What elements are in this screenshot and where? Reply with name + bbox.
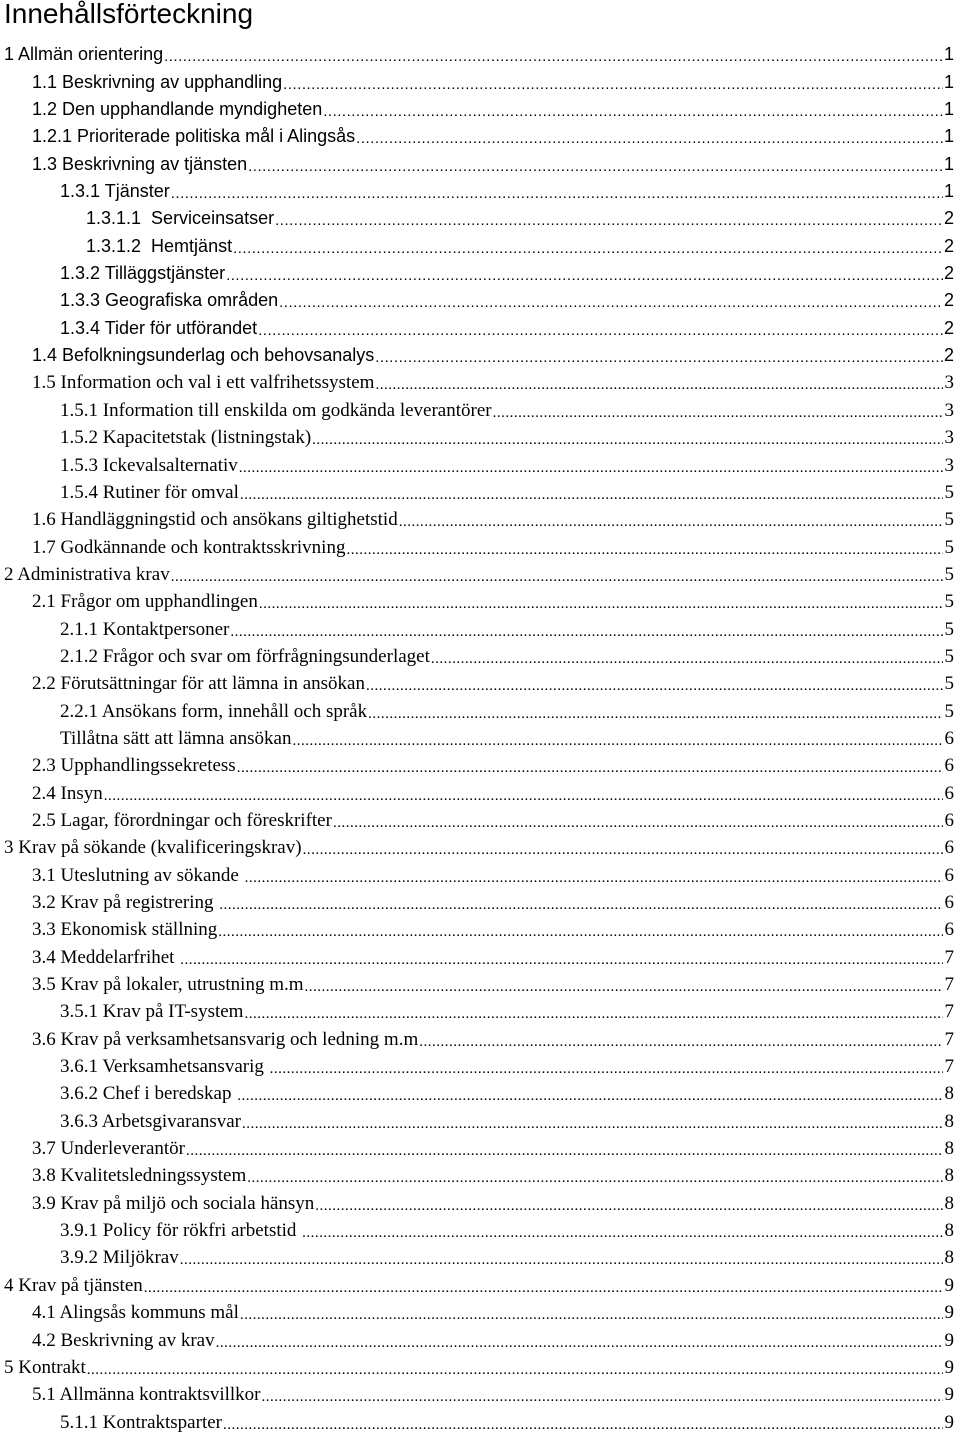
toc-page-number: 2	[943, 317, 954, 338]
toc-entry-title: 1 Allmän orientering	[4, 44, 164, 65]
toc-entry[interactable]	[0, 778, 954, 805]
toc-dot-leader	[237, 759, 943, 777]
toc-page-number: 3	[944, 454, 954, 476]
toc-dot-leader	[240, 1306, 943, 1324]
toc-page-number: 5	[944, 481, 954, 503]
toc-page-number: 7	[944, 974, 954, 996]
toc-entry-title: 3 Krav på sökande (kvalificeringskrav)	[4, 837, 302, 859]
toc-dot-leader	[262, 1388, 943, 1406]
toc-page-number: 2	[943, 235, 954, 256]
toc-dot-leader	[247, 1169, 943, 1187]
toc-page-number: 1	[943, 153, 954, 174]
toc-entry[interactable]	[0, 1134, 954, 1161]
toc-entry[interactable]	[0, 505, 954, 532]
toc-dot-leader	[283, 76, 943, 94]
toc-entry-title: 2 Administrativa krav	[4, 563, 170, 585]
toc-dot-leader	[366, 677, 943, 695]
toc-entry[interactable]	[0, 1106, 954, 1133]
toc-page-number: 1	[943, 126, 954, 147]
toc-entry[interactable]	[0, 614, 954, 641]
toc-dot-leader	[219, 896, 943, 914]
toc-page-number: 5	[944, 700, 954, 722]
toc-dot-leader	[375, 376, 943, 394]
toc-dot-leader	[312, 431, 943, 449]
toc-dot-leader	[164, 48, 943, 66]
toc-entry[interactable]	[0, 642, 954, 669]
toc-dot-leader	[230, 623, 943, 641]
toc-dot-leader	[292, 732, 943, 750]
toc-entry-title: 3.5 Krav på lokaler, utrustning m.m	[32, 974, 304, 996]
toc-dot-leader	[171, 185, 943, 203]
toc-entry[interactable]	[0, 833, 954, 860]
toc-entry-title: 1.3.1.1 Serviceinsatser	[86, 208, 275, 229]
toc-dot-leader	[275, 212, 943, 230]
toc-entry-title: 4 Krav på tjänsten	[4, 1274, 143, 1296]
toc-entry[interactable]	[0, 860, 954, 887]
toc-entry-title: 1.3.3 Geografiska områden	[60, 290, 279, 311]
toc-dot-leader	[375, 349, 943, 367]
toc-dot-leader	[233, 240, 943, 258]
toc-entry-title: 3.1 Uteslutning av sökande	[32, 864, 244, 886]
toc-page-number: 5	[944, 563, 954, 585]
toc-entry[interactable]	[0, 587, 954, 614]
toc-entry[interactable]	[0, 450, 954, 477]
toc-page-number: 7	[944, 1001, 954, 1023]
toc-entry-title: 2.4 Insyn	[32, 782, 103, 804]
toc-page-number: 1	[943, 181, 954, 202]
toc-page-number: 3	[944, 427, 954, 449]
toc-page-number: 9	[944, 1411, 954, 1433]
toc-entry-title: 2.1 Frågor om upphandlingen	[32, 591, 258, 613]
toc-entry-title: 2.1.2 Frågor och svar om förfrågningsunderlaget	[60, 645, 430, 667]
toc-entry-title: 3.9.2 Miljökrav	[60, 1247, 179, 1269]
toc-page-number: 3	[944, 372, 954, 394]
toc-dot-leader	[279, 294, 943, 312]
toc-entry[interactable]	[0, 478, 954, 505]
toc-entry-title: 1.3.2 Tilläggstjänster	[60, 263, 226, 284]
toc-page-number: 8	[944, 1220, 954, 1242]
toc-dot-leader	[258, 322, 943, 340]
toc-dot-leader	[180, 1251, 943, 1269]
toc-entry[interactable]	[0, 1407, 954, 1434]
toc-entry[interactable]	[0, 997, 954, 1024]
toc-page-number: 5	[944, 645, 954, 667]
toc-dot-leader	[323, 103, 943, 121]
toc-dot-leader	[356, 130, 943, 148]
toc-entry-title: 3.5.1 Krav på IT-system	[60, 1001, 244, 1023]
toc-entry-title: 4.2 Beskrivning av krav	[32, 1329, 215, 1351]
toc-dot-leader	[431, 650, 943, 668]
toc-dot-leader	[333, 814, 943, 832]
toc-entry[interactable]	[0, 1243, 954, 1270]
toc-entry-title: 2.1.1 Kontaktpersoner	[60, 618, 230, 640]
toc-page-number: 6	[944, 837, 954, 859]
toc-entry-title: 1.3.1.2 Hemtjänst	[86, 235, 233, 256]
toc-entry-title: 3.6 Krav på verksamhetsansvarig och ledning m.m	[32, 1028, 419, 1050]
table-of-contents	[0, 40, 960, 1435]
toc-entry[interactable]	[0, 1298, 954, 1325]
toc-entry[interactable]	[0, 669, 954, 696]
toc-page-number: 2	[943, 208, 954, 229]
toc-entry[interactable]	[0, 888, 954, 915]
toc-entry[interactable]	[0, 204, 954, 231]
toc-entry[interactable]	[0, 40, 954, 67]
toc-entry[interactable]	[0, 259, 954, 286]
toc-page-number: 9	[944, 1384, 954, 1406]
toc-dot-leader	[216, 1334, 943, 1352]
toc-page-number: 1	[943, 44, 954, 65]
toc-entry-title: 3.8 Kvalitetsledningssystem	[32, 1165, 247, 1187]
toc-page-number: 5	[944, 536, 954, 558]
toc-title: Innehållsförteckning	[4, 0, 254, 29]
toc-dot-leader	[270, 1060, 943, 1078]
toc-entry-title: 2.2.1 Ansökans form, innehåll och språk	[60, 700, 368, 722]
toc-entry[interactable]	[0, 1052, 954, 1079]
toc-entry-title: 1.3.1 Tjänster	[60, 181, 170, 202]
toc-entry-title: 1.3 Beskrivning av tjänsten	[32, 153, 248, 174]
toc-page-number: 6	[944, 919, 954, 941]
toc-entry-title: 1.2 Den upphandlande myndigheten	[32, 99, 323, 120]
toc-entry-title: 5.1.1 Kontraktsparter	[60, 1411, 222, 1433]
toc-page-number: 6	[944, 864, 954, 886]
toc-dot-leader	[419, 1033, 943, 1051]
toc-entry[interactable]	[0, 1079, 954, 1106]
toc-entry[interactable]	[0, 1024, 954, 1051]
toc-page-number: 3	[944, 399, 954, 421]
toc-entry-title: 2.3 Upphandlingssekretess	[32, 755, 236, 777]
toc-entry[interactable]	[0, 313, 954, 340]
toc-entry[interactable]	[0, 751, 954, 778]
toc-entry[interactable]	[0, 395, 954, 422]
toc-dot-leader	[302, 1224, 943, 1242]
toc-page-number: 6	[944, 755, 954, 777]
toc-page-number: 8	[944, 1083, 954, 1105]
toc-entry-title: 3.6.3 Arbetsgivaransvar	[60, 1110, 241, 1132]
toc-dot-leader	[346, 541, 943, 559]
toc-entry[interactable]	[0, 1353, 954, 1380]
toc-entry-title: 1.5.2 Kapacitetstak (listningstak)	[60, 427, 312, 449]
toc-page-number: 6	[944, 782, 954, 804]
toc-entry-title: 5 Kontrakt	[4, 1356, 86, 1378]
toc-dot-leader	[239, 459, 943, 477]
toc-page-number: 8	[944, 1165, 954, 1187]
toc-entry-title: 3.3 Ekonomisk ställning	[32, 919, 218, 941]
toc-entry-title: 5.1 Allmänna kontraktsvillkor	[32, 1384, 261, 1406]
toc-entry[interactable]	[0, 560, 954, 587]
toc-entry-title: 1.5.4 Rutiner för omval	[60, 481, 239, 503]
toc-page-number: 6	[944, 727, 954, 749]
toc-page-number: 8	[944, 1247, 954, 1269]
toc-entry[interactable]	[0, 970, 954, 997]
toc-dot-leader	[87, 1361, 943, 1379]
toc-entry[interactable]	[0, 1216, 954, 1243]
toc-dot-leader	[242, 1115, 943, 1133]
toc-page-number: 2	[943, 263, 954, 284]
toc-dot-leader	[248, 158, 943, 176]
toc-entry-title: 2.5 Lagar, förordningar och föreskrifter	[32, 809, 332, 831]
toc-page-number: 6	[944, 892, 954, 913]
toc-entry[interactable]	[0, 286, 954, 313]
toc-entry[interactable]	[0, 95, 954, 122]
toc-dot-leader	[171, 568, 943, 586]
toc-page-number: 9	[944, 1302, 954, 1324]
toc-entry-title: 1.2.1 Prioriterade politiska mål i Alingsås	[32, 126, 356, 147]
toc-entry-title: 3.4 Meddelarfrihet	[32, 946, 180, 968]
toc-dot-leader	[303, 841, 943, 859]
toc-entry[interactable]	[0, 1270, 954, 1297]
toc-entry-title: 4.1 Alingsås kommuns mål	[32, 1302, 239, 1324]
toc-entry-title: 3.7 Underleverantör	[32, 1138, 185, 1160]
toc-dot-leader	[315, 1197, 943, 1215]
toc-page-number: 9	[944, 1329, 954, 1351]
toc-dot-leader	[305, 978, 943, 996]
toc-entry[interactable]	[0, 724, 954, 751]
toc-entry[interactable]	[0, 915, 954, 942]
toc-entry[interactable]	[0, 423, 954, 450]
toc-entry[interactable]	[0, 942, 954, 969]
toc-entry-title: 3.2 Krav på registrering	[32, 892, 219, 913]
toc-entry[interactable]	[0, 1188, 954, 1215]
toc-page-number: 2	[943, 345, 954, 366]
toc-entry-title: 3.6.2 Chef i beredskap	[60, 1083, 237, 1105]
toc-page-number: 2	[943, 290, 954, 311]
toc-dot-leader	[245, 869, 943, 887]
toc-entry-title: 1.3.4 Tider för utförandet	[60, 317, 258, 338]
toc-dot-leader	[240, 486, 943, 504]
toc-page-number: 7	[944, 1028, 954, 1050]
toc-page-number: 8	[944, 1110, 954, 1132]
toc-entry-title: Tillåtna sätt att lämna ansökan	[60, 727, 292, 749]
toc-page-number: 9	[944, 1356, 954, 1378]
toc-dot-leader	[237, 1087, 943, 1105]
toc-dot-leader	[218, 923, 943, 941]
toc-dot-leader	[186, 1142, 943, 1160]
toc-page-number: 8	[944, 1138, 954, 1160]
toc-entry[interactable]	[0, 231, 954, 258]
toc-dot-leader	[259, 595, 943, 613]
toc-entry-title: 1.5.1 Information till enskilda om godkända leverantörer	[60, 399, 492, 421]
toc-page-number: 8	[944, 1192, 954, 1214]
toc-entry[interactable]	[0, 1325, 954, 1352]
toc-page-number: 9	[944, 1274, 954, 1296]
toc-dot-leader	[104, 787, 943, 805]
toc-dot-leader	[223, 1416, 943, 1434]
toc-entry[interactable]	[0, 177, 954, 204]
toc-page-number: 5	[944, 591, 954, 613]
toc-dot-leader	[180, 951, 943, 969]
toc-entry[interactable]	[0, 532, 954, 559]
toc-dot-leader	[244, 1005, 943, 1023]
toc-entry[interactable]	[0, 149, 954, 176]
toc-entry[interactable]	[0, 368, 954, 395]
toc-dot-leader	[144, 1279, 943, 1297]
toc-page-number: 7	[944, 946, 954, 968]
toc-entry[interactable]	[0, 806, 954, 833]
toc-entry-title: 2.2 Förutsättningar för att lämna in ansökan	[32, 673, 365, 695]
toc-entry-title: 3.6.1 Verksamhetsansvarig	[60, 1056, 269, 1078]
toc-dot-leader	[368, 705, 943, 723]
toc-entry-title: 1.1 Beskrivning av upphandling	[32, 71, 283, 92]
toc-entry[interactable]	[0, 1161, 954, 1188]
toc-dot-leader	[493, 404, 943, 422]
toc-page-number: 7	[944, 1056, 954, 1078]
toc-entry[interactable]	[0, 122, 954, 149]
toc-entry[interactable]	[0, 341, 954, 368]
toc-entry-title: 3.9 Krav på miljö och sociala hänsyn	[32, 1192, 315, 1214]
toc-page-number: 1	[943, 99, 954, 120]
toc-page-number: 5	[944, 673, 954, 695]
toc-page-number: 1	[943, 71, 954, 92]
toc-page-number: 6	[944, 809, 954, 831]
toc-entry-title: 1.5.3 Ickevalsalternativ	[60, 454, 238, 476]
toc-entry[interactable]	[0, 696, 954, 723]
toc-entry-title: 1.6 Handläggningstid och ansökans giltighetstid	[32, 509, 398, 531]
toc-entry-title: 1.7 Godkännande och kontraktsskrivning	[32, 536, 346, 558]
toc-entry[interactable]	[0, 67, 954, 94]
toc-dot-leader	[226, 267, 943, 285]
toc-page-number: 5	[944, 509, 954, 531]
toc-entry-title: 1.5 Information och val i ett valfrihetssystem	[32, 372, 375, 394]
toc-entry-title: 1.4 Befolkningsunderlag och behovsanalys	[32, 345, 375, 366]
toc-entry[interactable]	[0, 1380, 954, 1407]
toc-entry-title: 3.9.1 Policy för rökfri arbetstid	[60, 1220, 302, 1242]
toc-page-number: 5	[944, 618, 954, 640]
toc-dot-leader	[399, 513, 943, 531]
